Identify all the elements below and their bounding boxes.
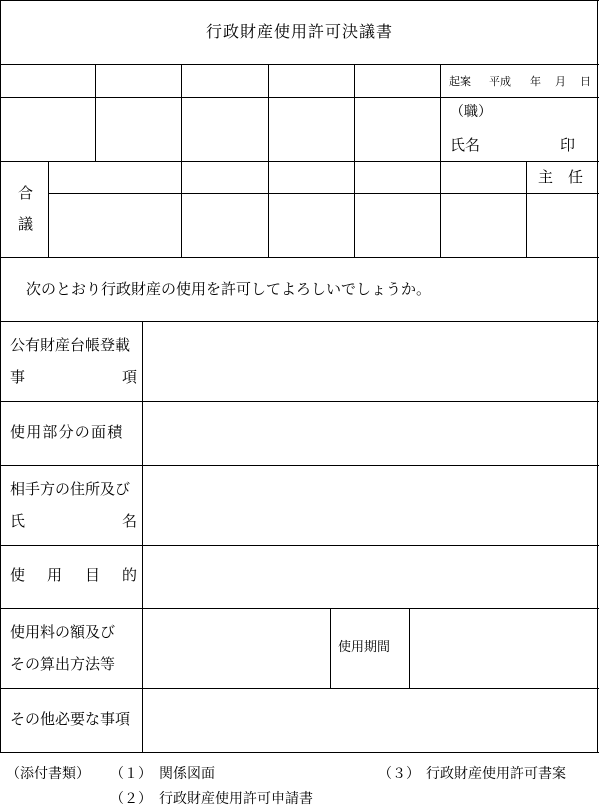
rule-below-ledger [0, 401, 599, 402]
shimei-label: 氏名 [450, 136, 481, 154]
outer-border-bottom [0, 752, 599, 753]
rule-below-kian [0, 97, 599, 98]
label-column-divider [142, 321, 143, 752]
seal-mark: 印 [560, 136, 576, 154]
purpose-char-2: 用 [47, 566, 63, 584]
other-label: その他必要な事項 [10, 710, 131, 728]
rule-gougi-mid [48, 193, 599, 194]
purpose-char-1: 使 [10, 566, 26, 584]
shunin-label: 主 任 [538, 168, 584, 186]
party-label-line1: 相手方の住所及び [10, 480, 131, 498]
stamp-col-5 [440, 64, 441, 257]
fee-label-line2: その算出方法等 [10, 655, 116, 673]
purpose-char-3: 目 [85, 566, 101, 584]
purpose-char-4: 的 [122, 566, 138, 584]
rule-below-gougi [0, 257, 599, 258]
form-title: 行政財産使用許可決議書 [205, 22, 393, 41]
ledger-label-char-2: 項 [122, 368, 138, 386]
attachment-1-num: （１） [110, 766, 152, 782]
party-label-char-2: 名 [122, 512, 138, 530]
kian-label: 起案 [449, 75, 471, 88]
attachment-3-num: （３） [378, 766, 420, 782]
gougi-char-2: 議 [18, 215, 34, 233]
rule-below-fee [0, 688, 599, 689]
rule-below-request [0, 321, 599, 322]
ledger-label-line1: 公有財産台帳登載 [10, 336, 131, 354]
party-label-char-1: 氏 [10, 512, 26, 530]
fee-period-divider-2 [409, 608, 410, 688]
shoku-label: （職） [450, 104, 492, 120]
stamp-col-1 [95, 64, 96, 161]
rule-below-approval [0, 161, 599, 162]
kian-day: 日 [580, 75, 591, 88]
attachments-label: （添付書類） [6, 766, 90, 782]
attachment-1-text: 関係図面 [159, 766, 215, 782]
fee-period-divider-1 [330, 608, 331, 688]
kian-year: 年 [530, 75, 541, 88]
attachment-3-text: 行政財産使用許可書案 [426, 766, 566, 782]
ledger-label-char-1: 事 [10, 368, 26, 386]
rule-below-area [0, 465, 599, 466]
stamp-col-4 [354, 64, 355, 257]
outer-border-left [0, 0, 1, 753]
outer-border-right [597, 0, 598, 753]
rule-below-party [0, 545, 599, 546]
stamp-col-2 [181, 64, 182, 257]
area-label: 使用部分の面積 [10, 423, 124, 441]
rule-below-title [0, 64, 599, 65]
gougi-label-divider [48, 161, 49, 257]
fee-label-line1: 使用料の額及び [10, 623, 116, 641]
gougi-col-last [526, 161, 527, 257]
attachment-2-num: （２） [110, 791, 152, 807]
rule-below-purpose [0, 608, 599, 609]
kian-era: 平成 [489, 75, 511, 88]
request-text: 次のとおり行政財産の使用を許可してよろしいでしょうか。 [26, 280, 432, 298]
gougi-char-1: 合 [18, 184, 34, 202]
attachment-2-text: 行政財産使用許可申請書 [159, 791, 313, 807]
kian-month: 月 [555, 75, 566, 88]
period-label: 使用期間 [338, 640, 391, 655]
stamp-col-3 [268, 64, 269, 257]
outer-border-top [0, 0, 599, 1]
